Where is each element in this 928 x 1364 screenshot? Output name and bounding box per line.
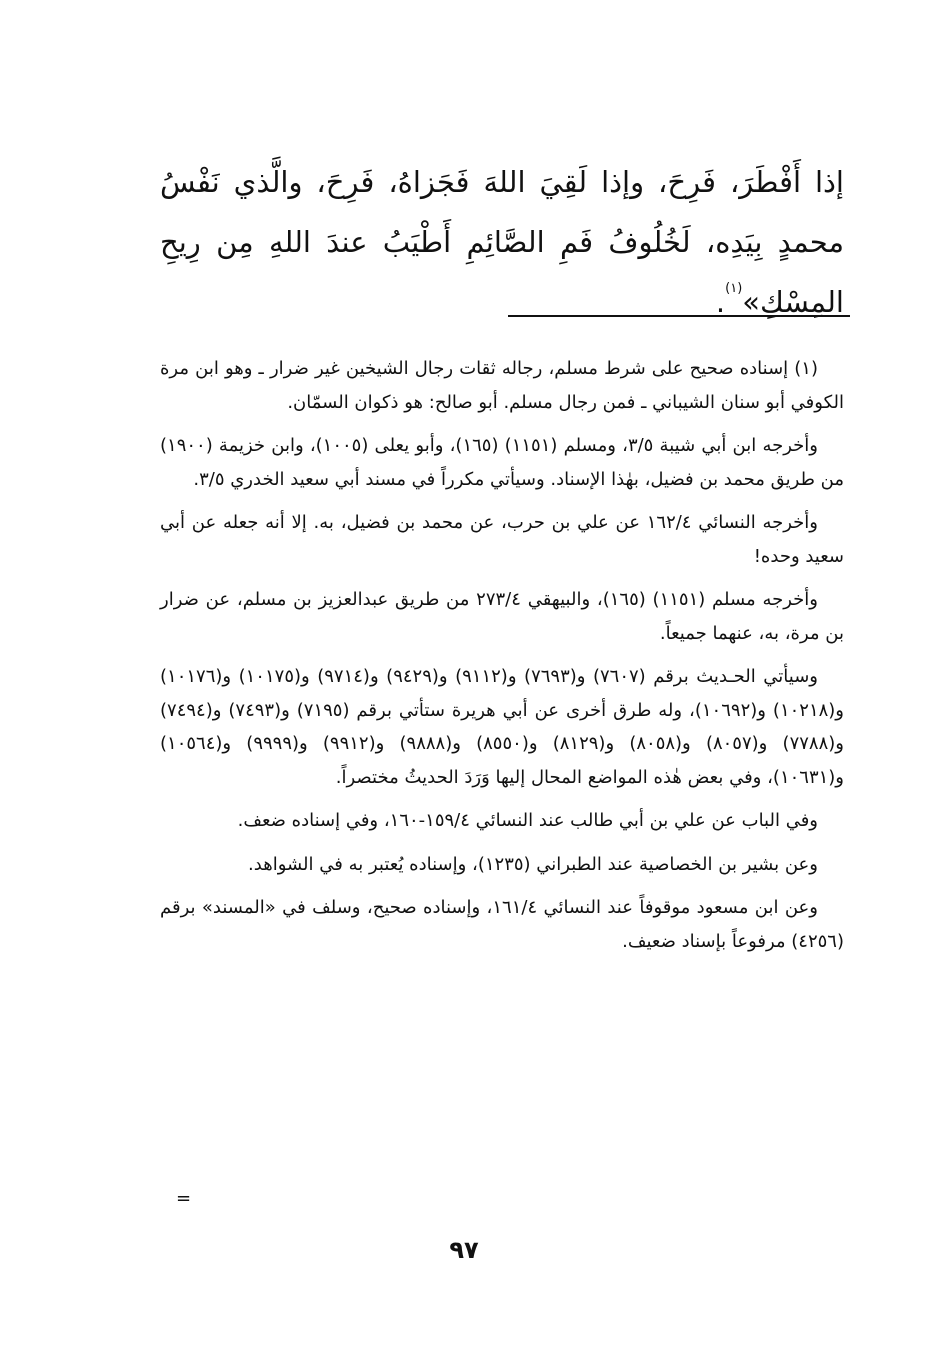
continuation-mark: = [176, 1188, 192, 1209]
footnotes-section [160, 352, 844, 968]
page-number: ٩٧ [449, 1236, 479, 1264]
footnote-paragraph: وفي الباب عن علي بن أبي طالب عند النسائي ١٥٩/٤-١٦٠، وفي إسناده ضعف. [237, 810, 818, 831]
hadith-body: إذا أَفْطَرَ، فَرِحَ، وإذا لَقِيَ اللهَ فَجَزاهُ، فَرِحَ، والَّذي نَفْسُ محمدٍ بِيَدِه، لَخُلُوفُ فَمِ الصَّائِمِ أَطْيَبُ عندَ اللهِ مِن رِيحِ المِسْكِ» [160, 165, 844, 319]
footnote-paragraph: وعن بشير بن الخصاصية عند الطبراني (١٢٣٥)، وإسناده يُعتبر به في الشواهد. [248, 853, 818, 875]
footnote-paragraph: وسيأتي الحـديث برقم (٧٦٠٧) و(٧٦٩٣) و(٩١١٢) و(٩٤٢٩) و(٩٧١٤) و(١٠١٧٥) و(١٠١٧٦) و(١٠٢١٨) و(١٠٦٩٢)، وله طرق أخرى عن أبي هريرة ستأتي برقم (٧١٩٥) و(٧٤٩٣) و(٧٤٩٤) و(٧٧٨٨) و(٨٠٥٧) و(٨٠٥٨) و(٨١٢٩) و(٨٥٥٠) و(٩٨٨٨) و(٩٩١٢) و(٩٩٩٩) و(١٠٥٦٤) و(١٠٦٣١)، وفي بعض هٰذه المواضع المحال إليها وَرَدَ الحديثُ مختصراً. [160, 666, 844, 788]
footnote-separator-rule [508, 315, 850, 317]
footnote-paragraph: وأخرجه مسلم (١١٥١) (١٦٥)، والبيهقي ٢٧٣/٤ من طريق عبدالعزيز بن مسلم، عن ضرار بن مرة، به، عنهما جميعاً. [160, 589, 844, 644]
footnote-paragraph: وعن ابن مسعود موقوفاً عند النسائي ١٦١/٤، وإسناده صحيح، وسلف في «المسند» برقم (٤٢٥٦) مرفوعاً بإسناد ضعيف. [160, 897, 844, 952]
hadith-end-punctuation: . [715, 285, 726, 319]
footnote-paragraph: وأخرجه النسائي ١٦٢/٤ عن علي بن حرب، عن محمد بن فضيل، به. إلا أنه جعله عن أبي سعيد وحده! [160, 512, 844, 567]
footnote-reference: (١) [725, 281, 743, 296]
main-hadith-text [160, 152, 844, 332]
footnote-paragraph: وأخرجه ابن أبي شيبة ٣/٥، ومسلم (١١٥١) (١٦٥)، وأبو يعلى (١٠٠٥)، وابن خزيمة (١٩٠٠) من طريق محمد بن فضيل، بهٰذا الإسناد. وسيأتي مكرراً في مسند أبي سعيد الخدري ٣/٥. [160, 435, 844, 490]
footnote-paragraph: (١) إسناده صحيح على شرط مسلم، رجاله ثقات رجال الشيخين غير ضرار ـ وهو ابن مرة الكوفي أبو سنان الشيباني ـ فمن رجال مسلم. أبو صالح: هو ذكوان السمّان. [160, 358, 844, 413]
